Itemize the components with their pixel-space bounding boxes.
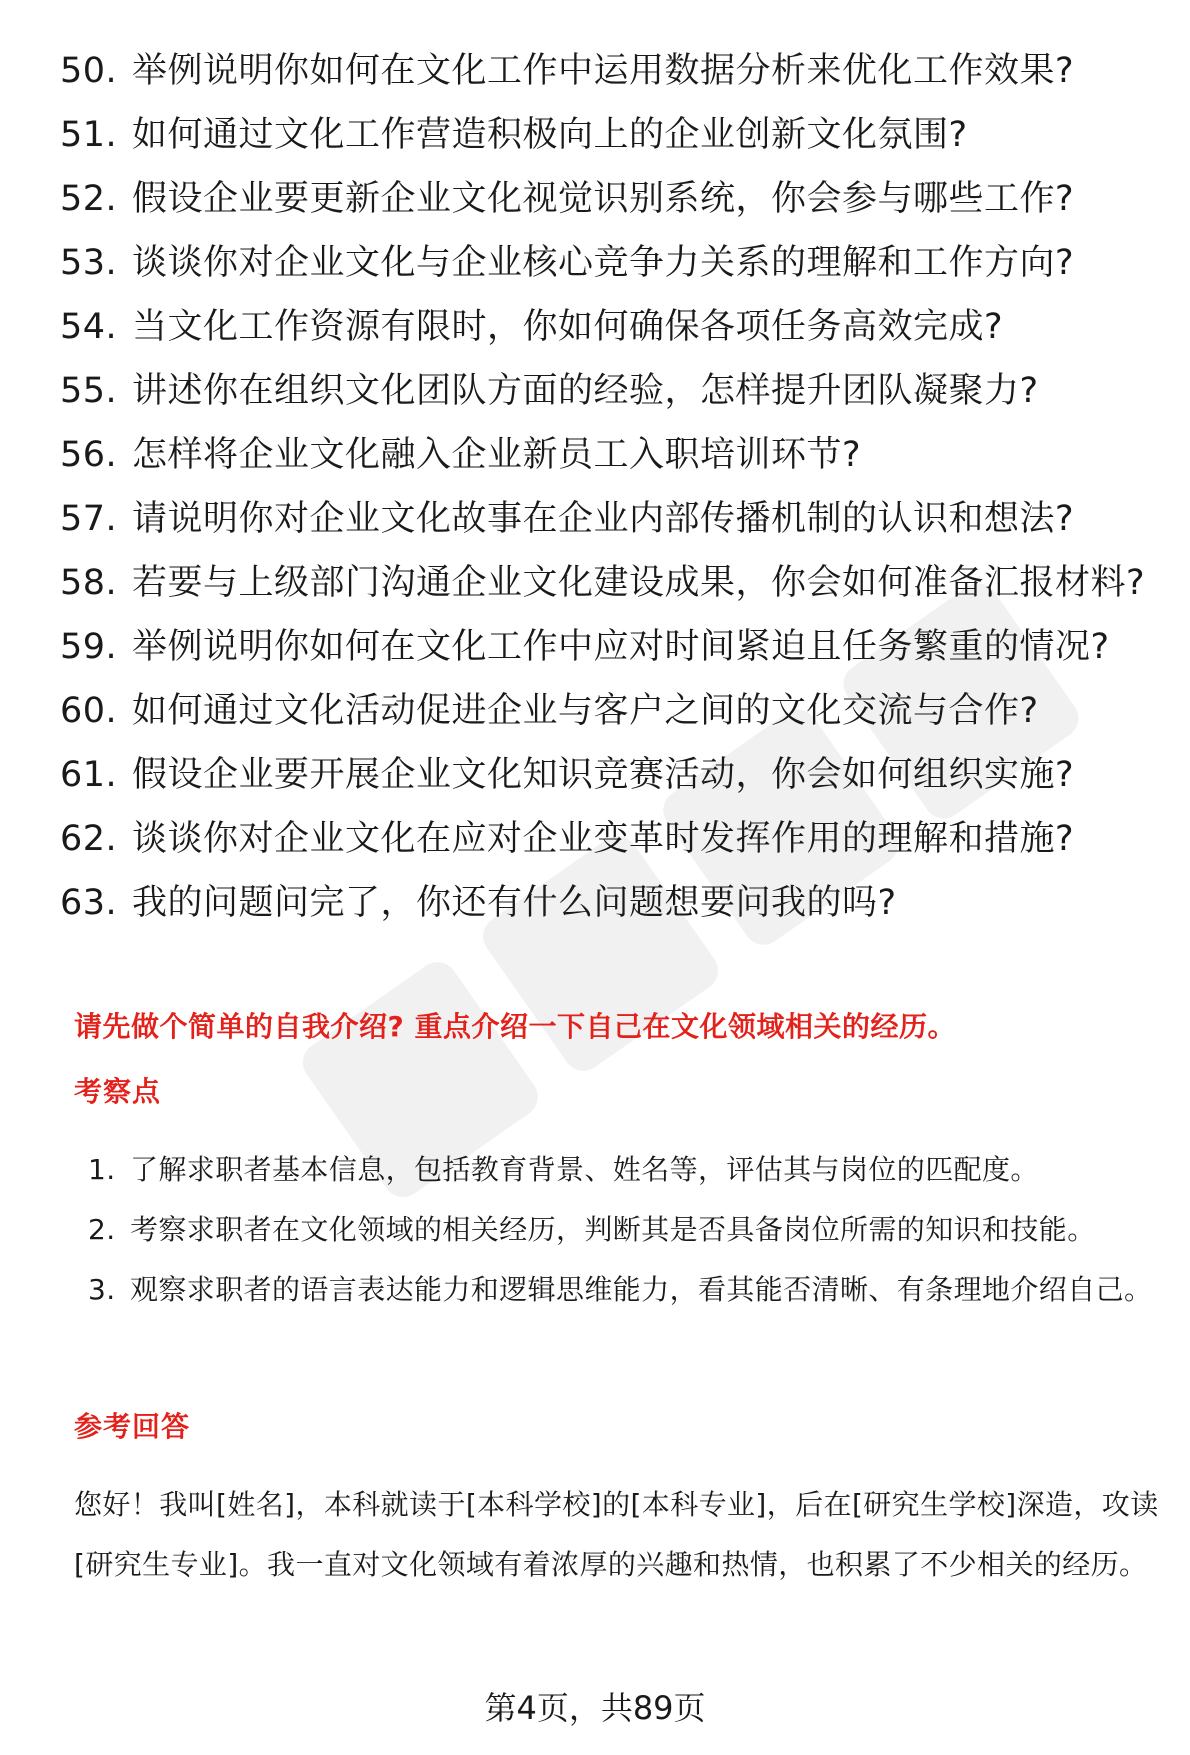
question-list [60,48,1150,944]
question-text: 我的问题问完了，你还有什么问题想要问我的吗? [132,883,897,923]
examine-points-list [88,1140,1158,1320]
question-number: 63. [60,883,118,923]
question-number: 50. [60,51,118,91]
question-item [60,112,1150,158]
question-number: 59. [60,627,118,667]
question-item [60,240,1150,286]
question-number: 54. [60,307,118,347]
question-text: 请说明你对企业文化故事在企业内部传播机制的认识和想法? [132,499,1075,539]
question-text: 如何通过文化活动促进企业与客户之间的文化交流与合作? [132,691,1039,731]
point-text: 观察求职者的语言表达能力和逻辑思维能力，看其能否清晰、有条理地介绍自己。 [130,1273,1153,1306]
question-number: 53. [60,243,118,283]
question-text: 谈谈你对企业文化在应对企业变革时发挥作用的理解和措施? [132,819,1075,859]
question-number: 61. [60,755,118,795]
question-item [60,816,1150,862]
point-text: 考察求职者在文化领域的相关经历，判断其是否具备岗位所需的知识和技能。 [130,1213,1096,1246]
question-item [60,432,1150,478]
question-text: 举例说明你如何在文化工作中运用数据分析来优化工作效果? [132,51,1075,91]
page-footer: 第4页，共89页 [484,1689,706,1727]
examine-point [88,1200,1158,1260]
examine-point [88,1140,1158,1200]
point-number: 2. [88,1213,116,1246]
reference-heading: 参考回答 [74,1410,191,1443]
question-item [60,752,1150,798]
question-text: 若要与上级部门沟通企业文化建设成果，你会如何准备汇报材料? [132,563,1146,603]
question-number: 58. [60,563,118,603]
examine-point [88,1260,1158,1320]
question-text: 谈谈你对企业文化与企业核心竞争力关系的理解和工作方向? [132,243,1075,283]
reference-answer: 您好！我叫[姓名]，本科就读于[本科学校]的[本科专业]，后在[研究生学校]深造，攻读[研究生专业]。我一直对文化领域有着浓厚的兴趣和热情，也积累了不少相关的经历。 [74,1488,1159,1581]
question-number: 56. [60,435,118,475]
question-item [60,880,1150,926]
question-item [60,48,1150,94]
point-text: 了解求职者基本信息，包括教育背景、姓名等，评估其与岗位的匹配度。 [130,1153,1039,1186]
question-text: 怎样将企业文化融入企业新员工入职培训环节? [132,435,862,475]
question-number: 51. [60,115,118,155]
question-number: 62. [60,819,118,859]
question-number: 52. [60,179,118,219]
featured-question: 请先做个简单的自我介绍? 重点介绍一下自己在文化领域相关的经历。 [74,1010,956,1043]
question-number: 55. [60,371,118,411]
point-number: 3. [88,1273,116,1306]
question-item [60,176,1150,222]
examine-heading: 考察点 [74,1075,162,1108]
question-item [60,624,1150,670]
question-text: 假设企业要开展企业文化知识竞赛活动，你会如何组织实施? [132,755,1075,795]
question-item [60,688,1150,734]
question-item [60,560,1150,606]
question-text: 讲述你在组织文化团队方面的经验，怎样提升团队凝聚力? [132,371,1039,411]
question-item [60,496,1150,542]
question-text: 当文化工作资源有限时，你如何确保各项任务高效完成? [132,307,1004,347]
question-text: 假设企业要更新企业文化视觉识别系统，你会参与哪些工作? [132,179,1075,219]
question-number: 60. [60,691,118,731]
question-item [60,368,1150,414]
point-number: 1. [88,1153,116,1186]
question-text: 如何通过文化工作营造积极向上的企业创新文化氛围? [132,115,968,155]
question-item [60,304,1150,350]
question-number: 57. [60,499,118,539]
question-text: 举例说明你如何在文化工作中应对时间紧迫且任务繁重的情况? [132,627,1110,667]
